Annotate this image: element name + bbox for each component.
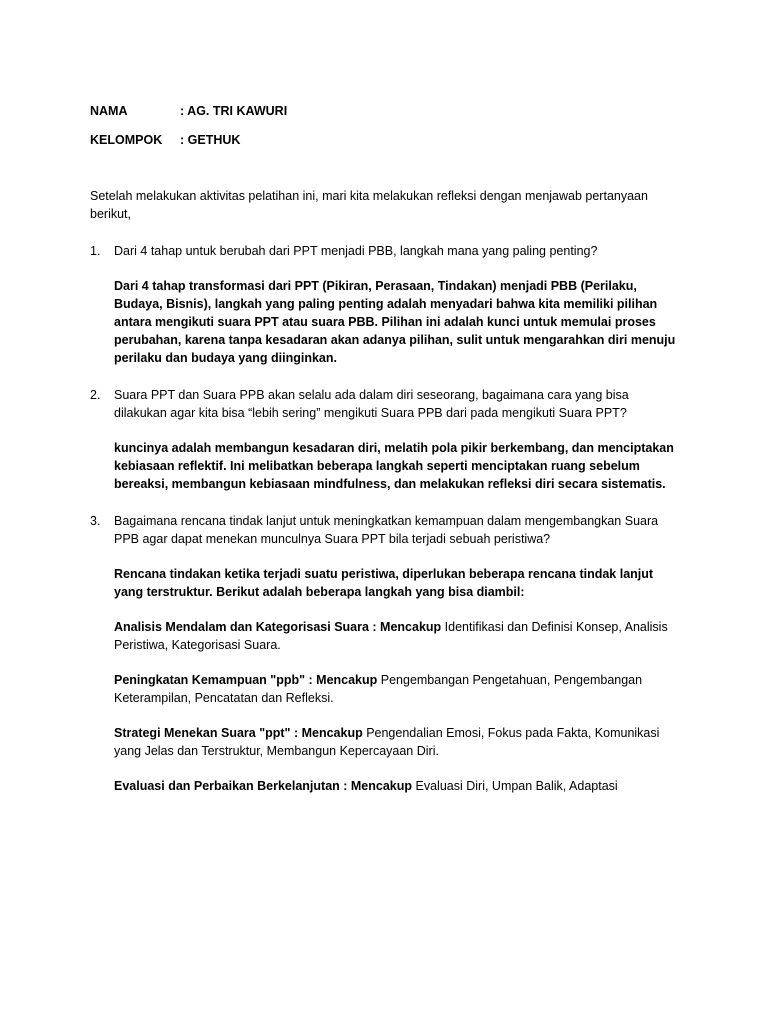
action-plan-item [114, 671, 684, 707]
action-plan-title: Strategi Menekan Suara "ppt" : Mencakup [114, 726, 363, 740]
question-item-2 [90, 386, 688, 493]
name-row [90, 103, 688, 120]
action-plan-title: Peningkatan Kemampuan "ppb" : Mencakup [114, 673, 378, 687]
name-label: NAMA [90, 104, 128, 118]
question-body [114, 386, 684, 493]
action-plan-item [114, 777, 684, 795]
answer-block [114, 439, 684, 493]
answer-text: Dari 4 tahap transformasi dari PPT (Pikiran, Perasaan, Tindakan) menjadi PBB (Perilaku, Budaya, Bisnis), langkah yang paling penting adalah menyadari bahwa kita memiliki pilihan antara mengikuti suara PPT atau suara PBB. Pilihan ini adalah kunci untuk memulai proses perubahan, karena tanpa kesadaran akan adanya pilihan, sulit untuk mengarahkan diri menuju perilaku dan budaya yang diinginkan. [114, 279, 676, 365]
action-plan-item [114, 724, 684, 760]
name-value: : AG. TRI KAWURI [180, 104, 288, 118]
action-plan-item [114, 618, 684, 654]
action-plan-title: Evaluasi dan Perbaikan Berkelanjutan : Mencakup [114, 779, 413, 793]
group-row [90, 132, 688, 149]
question-number: 2. [90, 388, 101, 402]
question-item-1 [90, 242, 688, 367]
action-plan-text: Pengendalian Emosi, Fokus pada Fakta, Komunikasi yang Jelas dan Terstruktur, Membangun Kepercayaan Diri. [114, 726, 660, 758]
question-text: Suara PPT dan Suara PPB akan selalu ada dalam diri seseorang, bagaimana cara yang bisa dilakukan agar kita bisa “lebih sering” mengikuti Suara PPB dari pada mengikuti Suara PPT? [114, 388, 629, 420]
action-plan-text: Pengembangan Pengetahuan, Pengembangan Keterampilan, Pencatatan dan Refleksi. [114, 673, 643, 705]
question-number: 1. [90, 244, 101, 258]
group-label: KELOMPOK [90, 133, 163, 147]
action-plan-text: Identifikasi dan Definisi Konsep, Analisis Peristiwa, Kategorisasi Suara. [114, 620, 668, 652]
question-body [114, 512, 684, 795]
action-plan-text: Evaluasi Diri, Umpan Balik, Adaptasi [412, 779, 618, 793]
group-value: : GETHUK [180, 133, 241, 147]
question-number: 3. [90, 514, 101, 528]
question-body [114, 242, 684, 367]
question-text: Dari 4 tahap untuk berubah dari PPT menjadi PBB, langkah mana yang paling penting? [114, 244, 598, 258]
answer-text: Rencana tindakan ketika terjadi suatu peristiwa, diperlukan beberapa rencana tindak lanjut yang terstruktur. Berikut adalah beberapa langkah yang bisa diambil: [114, 567, 654, 599]
answer-block [114, 565, 684, 601]
intro-text: Setelah melakukan aktivitas pelatihan ini, mari kita melakukan refleksi dengan menjawab pertanyaan berikut, [90, 189, 648, 221]
action-plan-title: Analisis Mendalam dan Kategorisasi Suara : Mencakup [114, 620, 442, 634]
question-text: Bagaimana rencana tindak lanjut untuk meningkatkan kemampuan dalam mengembangkan Suara PPB agar dapat menekan munculnya Suara PPT bila terjadi sebuah peristiwa? [114, 514, 659, 546]
answer-text: kuncinya adalah membangun kesadaran diri, melatih pola pikir berkembang, dan menciptakan kebiasaan reflektif. Ini melibatkan beberapa langkah seperti menciptakan ruang sebelum bereaksi, membangun kebiasaan mindfulness, dan melakukan refleksi diri secara sistematis. [114, 441, 674, 491]
answer-block [114, 277, 684, 367]
question-item-3 [90, 512, 688, 795]
